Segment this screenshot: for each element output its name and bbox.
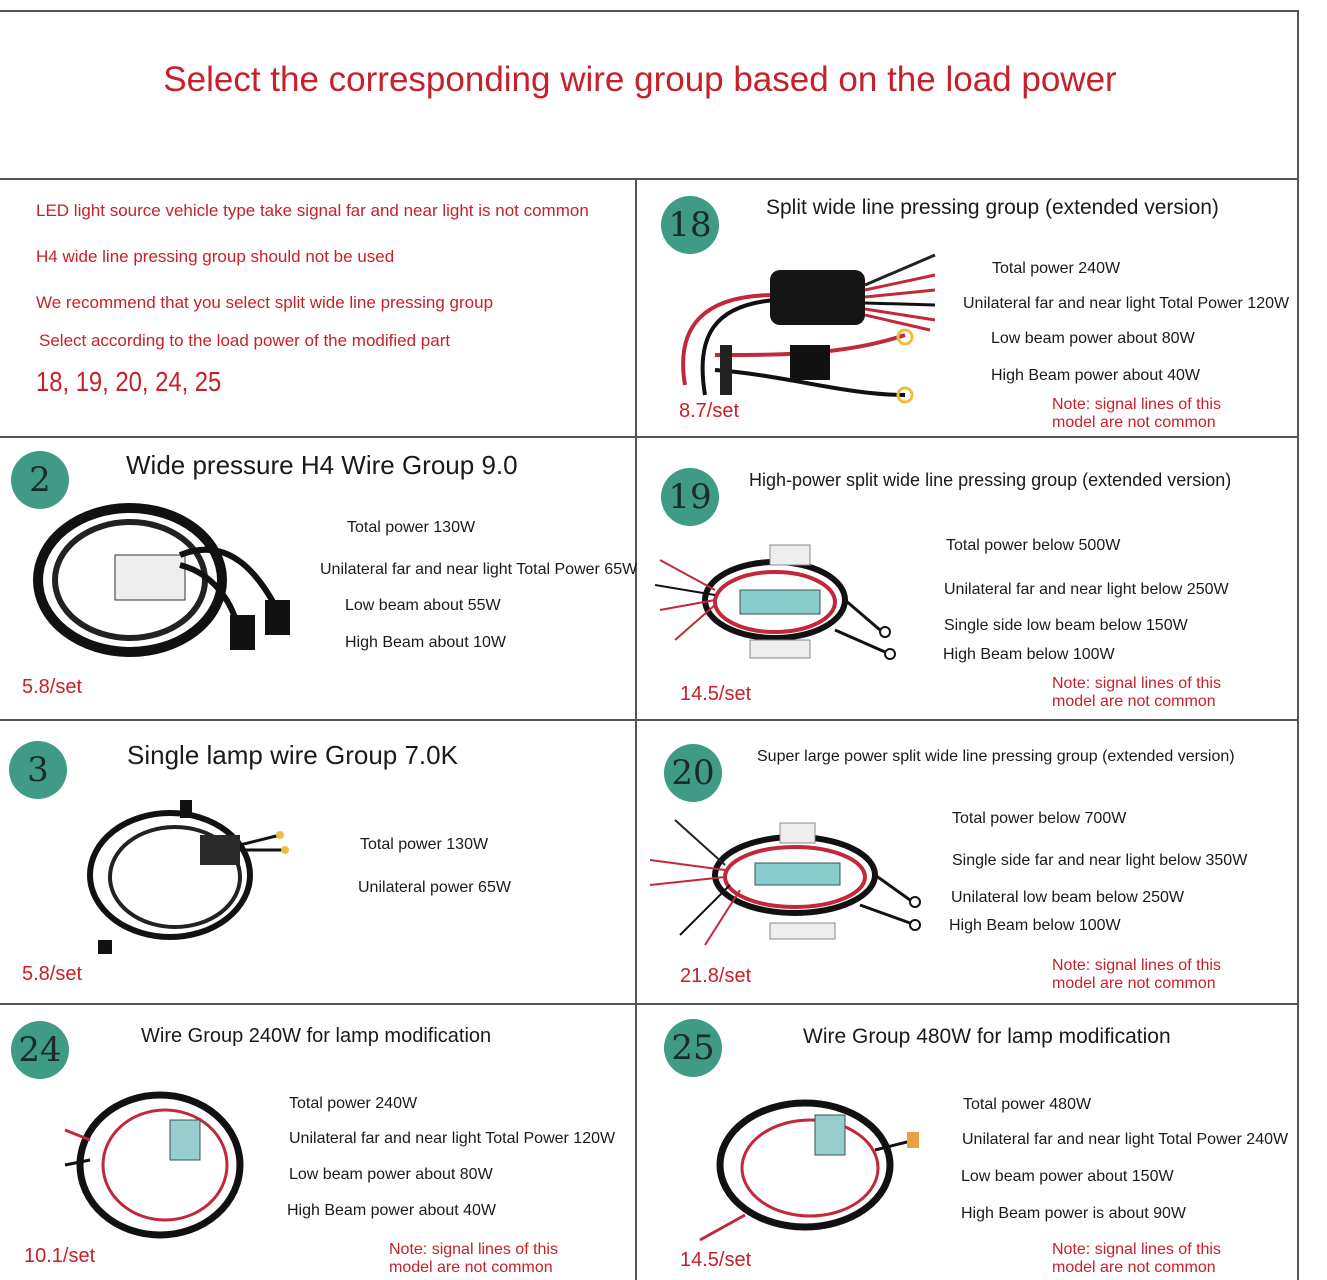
product-title: High-power split wide line pressing group (extended version) [749, 470, 1232, 490]
spec-line: High Beam about 10W [345, 634, 506, 651]
wire-harness-image [655, 540, 905, 670]
spec-line: Unilateral low beam below 250W [951, 889, 1184, 906]
divider [0, 10, 1299, 12]
product-title: Split wide line pressing group (extended version) [766, 196, 1219, 219]
signal-note [389, 1241, 558, 1277]
product-number-badge: 18 [661, 196, 719, 254]
note-line: model are not common [1052, 1259, 1216, 1276]
product-title: Wire Group 240W for lamp modification [141, 1025, 492, 1047]
spec-line: Low beam power about 150W [961, 1168, 1174, 1185]
spec-line: Low beam about 55W [345, 597, 501, 614]
note-line: Note: signal lines of this [1052, 957, 1221, 974]
divider [635, 178, 637, 1280]
intro-line: LED light source vehicle type take signal far and near light is not common [36, 201, 589, 220]
divider [1297, 10, 1299, 1280]
note-line: Note: signal lines of this [1052, 1241, 1221, 1258]
signal-note [1052, 675, 1221, 711]
wire-harness-image [80, 795, 300, 955]
spec-line: Single side low beam below 150W [944, 617, 1188, 634]
signal-note [1052, 396, 1221, 432]
wire-harness-image [665, 245, 945, 415]
note-line: model are not common [1052, 975, 1216, 992]
spec-line: Total power 240W [992, 260, 1121, 277]
spec-line: Unilateral far and near light Total Power 65W [320, 561, 638, 578]
spec-line: Total power 130W [360, 836, 489, 853]
wire-harness-image [60, 1080, 260, 1250]
product-price: 8.7/set [679, 400, 740, 422]
spec-line: High Beam power about 40W [991, 367, 1200, 384]
product-title: Single lamp wire Group 7.0K [127, 740, 458, 770]
spec-line: High Beam power about 40W [287, 1202, 496, 1219]
spec-line: High Beam power is about 90W [961, 1205, 1186, 1222]
note-line: model are not common [1052, 693, 1216, 710]
intro-line: We recommend that you select split wide line pressing group [36, 293, 494, 312]
note-line: Note: signal lines of this [1052, 396, 1221, 413]
product-title: Wire Group 480W for lamp modification [803, 1025, 1171, 1048]
note-line: Note: signal lines of this [1052, 675, 1221, 692]
product-title: Super large power split wide line pressing group (extended version) [757, 748, 1235, 765]
divider [0, 178, 1299, 180]
spec-line: Low beam power about 80W [991, 330, 1195, 347]
product-number-badge: 2 [11, 451, 69, 509]
spec-line: Unilateral far and near light below 250W [944, 581, 1229, 598]
spec-line: Single side far and near light below 350W [952, 852, 1248, 869]
product-title: Wide pressure H4 Wire Group 9.0 [126, 450, 518, 480]
product-price: 10.1/set [24, 1245, 96, 1267]
spec-line: Unilateral power 65W [358, 879, 511, 896]
wire-harness-image [685, 1090, 925, 1250]
product-number-badge: 24 [11, 1021, 69, 1079]
product-number-badge: 3 [9, 741, 67, 799]
product-price: 14.5/set [680, 683, 752, 705]
recommended-groups: 18, 19, 20, 24, 25 [36, 366, 222, 397]
note-line: Note: signal lines of this [389, 1241, 558, 1258]
spec-line: Unilateral far and near light Total Power 120W [963, 295, 1290, 312]
product-price: 5.8/set [22, 963, 83, 985]
spec-line: High Beam below 100W [943, 646, 1115, 663]
intro-line: H4 wide line pressing group should not be used [36, 247, 395, 266]
spec-line: Total power below 500W [946, 537, 1121, 554]
product-price: 21.8/set [680, 965, 752, 987]
spec-line: Total power 240W [289, 1095, 418, 1112]
page-title: Select the corresponding wire group based on the load power [163, 60, 1117, 99]
signal-note [1052, 957, 1221, 993]
product-price: 14.5/set [680, 1249, 752, 1271]
product-number-badge: 25 [664, 1019, 722, 1077]
note-line: model are not common [389, 1259, 553, 1276]
spec-line: Total power below 700W [952, 810, 1127, 827]
signal-note [1052, 1241, 1221, 1277]
wire-harness-image [645, 815, 925, 955]
intro-line: Select according to the load power of the modified part [39, 331, 451, 350]
spec-line: Unilateral far and near light Total Power 120W [289, 1130, 616, 1147]
spec-line: Unilateral far and near light Total Power 240W [962, 1131, 1289, 1148]
product-number-badge: 20 [664, 744, 722, 802]
spec-line: Total power 130W [347, 519, 476, 536]
divider [0, 1003, 1299, 1005]
spec-line: Low beam power about 80W [289, 1166, 493, 1183]
divider [0, 436, 1299, 438]
product-number-badge: 19 [661, 468, 719, 526]
spec-line: Total power 480W [963, 1096, 1092, 1113]
wire-harness-image [30, 495, 300, 665]
divider [0, 719, 1299, 721]
spec-line: High Beam below 100W [949, 917, 1121, 934]
note-line: model are not common [1052, 414, 1216, 431]
product-price: 5.8/set [22, 676, 83, 698]
